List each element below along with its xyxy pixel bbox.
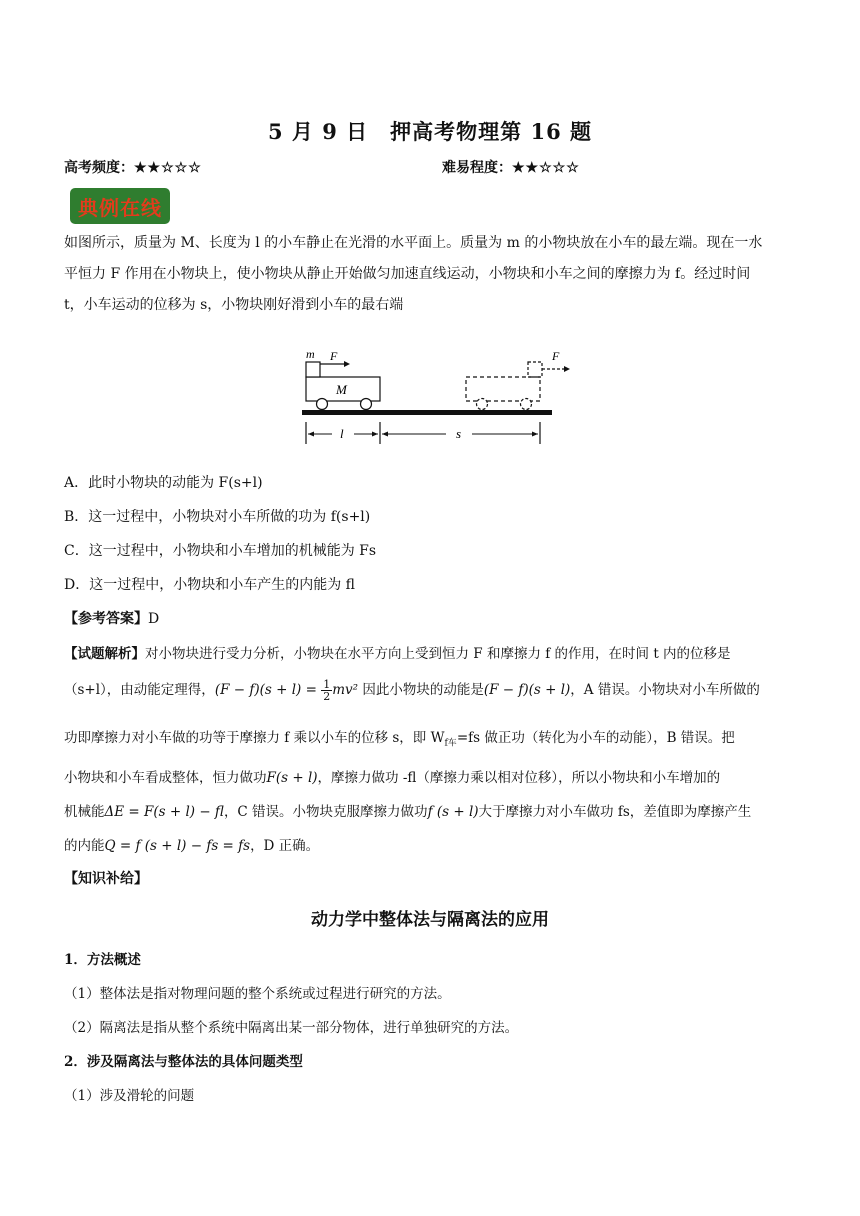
difficulty-label: 难易程度： bbox=[442, 160, 512, 176]
option-a: A．此时小物块的动能为 F(s+l) bbox=[64, 475, 263, 491]
question-line: 平恒力 F 作用在小物块上，使小物块从静止开始做匀加速直线运动，小物块和小车之间的摩擦力为 f。经过时间 bbox=[64, 266, 751, 282]
question-line: 如图所示，质量为 M、长度为 l 的小车静止在光滑的水平面上。质量为 m 的小物块放在小车的最左端。现在一水 bbox=[64, 235, 763, 251]
difficulty-rating bbox=[442, 157, 580, 177]
block-m bbox=[306, 362, 320, 377]
analysis-line: （s+l），由动能定理得，(F − f)(s + l) = $\frac{1}{2}$ mv² 因此小物块的动能是(F − f)(s + l)，A 错误。小物块对小车所做的 bbox=[64, 678, 760, 703]
analysis-line: 小物块和小车看成整体，恒力做功F(s + l)，摩擦力做功 -fl（摩擦力乘以相对位移），所以小物块和小车增加的 bbox=[64, 770, 721, 786]
difficulty-stars: ★★☆☆☆ bbox=[512, 160, 580, 176]
supplement-label: 【知识补给】 bbox=[64, 871, 148, 887]
frequency-label: 高考频度： bbox=[64, 160, 134, 176]
section-title: 动力学中整体法与隔离法的应用 bbox=[311, 910, 549, 930]
example-badge: 典例在线 bbox=[70, 188, 170, 224]
option-b: B．这一过程中，小物块对小车所做的功为 f(s+l) bbox=[64, 509, 371, 525]
label-M: M bbox=[336, 382, 347, 397]
cart-diagram bbox=[296, 342, 580, 466]
analysis-line: 的内能Q = f (s + l) − fs = fs，D 正确。 bbox=[64, 838, 320, 854]
option-d: D．这一过程中，小物块和小车产生的内能为 fl bbox=[64, 577, 356, 593]
label-m: m bbox=[306, 347, 315, 361]
question-text bbox=[64, 228, 806, 321]
wheel bbox=[361, 399, 372, 410]
section-paragraph: （1）涉及滑轮的问题 bbox=[64, 1088, 195, 1104]
cart-right-dashed bbox=[466, 362, 570, 410]
page-title: 5 月 9 日 押高考物理第 16 题 bbox=[267, 119, 592, 144]
label-s: s bbox=[456, 426, 462, 441]
option-c: C．这一过程中，小物块和小车增加的机械能为 Fs bbox=[64, 543, 377, 559]
section-heading: 1．方法概述 bbox=[64, 952, 141, 968]
label-F: F bbox=[330, 349, 338, 363]
analysis-label: 【试题解析】 bbox=[64, 646, 145, 662]
label-l: l bbox=[340, 426, 344, 441]
fraction: $\frac{1}{2}$ bbox=[323, 678, 331, 703]
analysis-line: 机械能ΔE = F(s + l) − fl，C 错误。小物块克服摩擦力做功f (s + l)大于摩擦力对小车做功 fs，差值即为摩擦产生 bbox=[64, 804, 752, 820]
label-F2: F bbox=[552, 349, 560, 363]
answer-label: 【参考答案】 bbox=[64, 611, 148, 627]
reference-answer bbox=[64, 608, 159, 628]
ground-surface bbox=[302, 410, 552, 415]
answer-value: D bbox=[148, 611, 160, 627]
wheel bbox=[317, 399, 328, 410]
frequency-rating bbox=[64, 157, 202, 177]
section-paragraph: （1）整体法是指对物理问题的整个系统或过程进行研究的方法。 bbox=[64, 986, 451, 1002]
section-heading: 2．涉及隔离法与整体法的具体问题类型 bbox=[64, 1054, 303, 1070]
question-line: t，小车运动的位移为 s，小物块刚好滑到小车的最右端 bbox=[64, 297, 404, 313]
analysis-line: 功即摩擦力对小车做的功等于摩擦力 f 乘以小车的位移 s，即 $W_{f车}=fs$ 做正功（转化为小车的动能），B 错误。把 bbox=[64, 730, 735, 749]
frequency-stars: ★★☆☆☆ bbox=[134, 160, 202, 176]
analysis-line: 【试题解析】对小物块进行受力分析，小物块在水平方向上受到恒力 F 和摩擦力 f 的作用，在时间 t 内的位移是 bbox=[64, 646, 731, 662]
section-paragraph: （2）隔离法是指从整个系统中隔离出某一部分物体，进行单独研究的方法。 bbox=[64, 1020, 519, 1036]
